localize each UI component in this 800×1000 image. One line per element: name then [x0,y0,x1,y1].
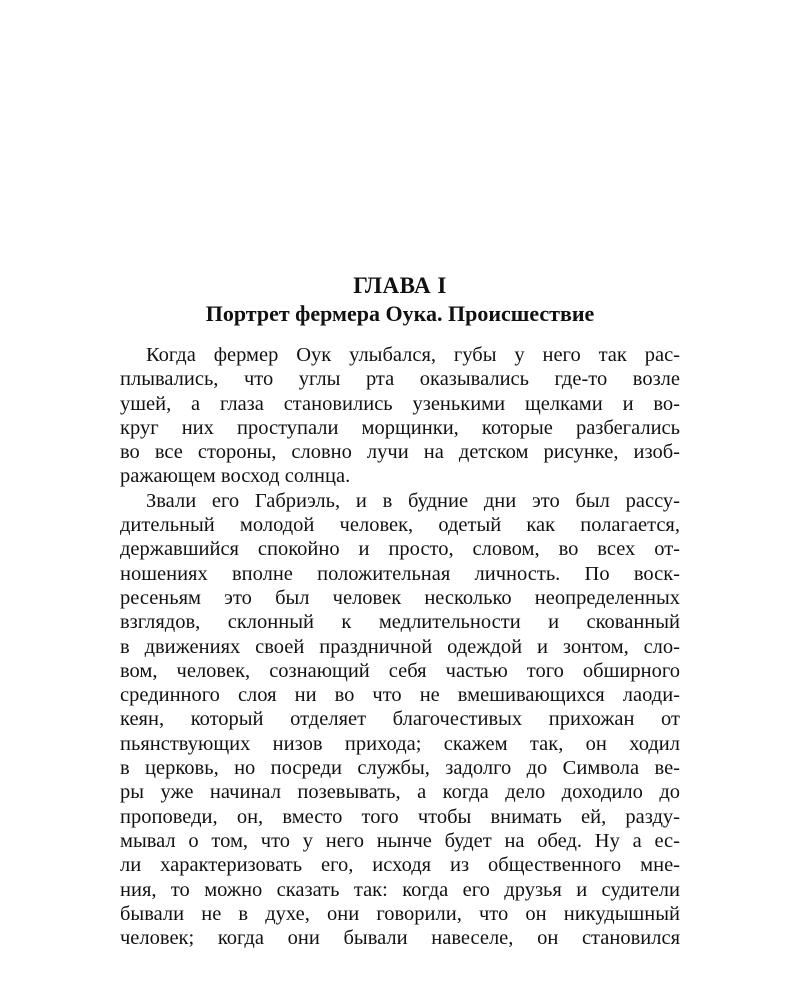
text-line: ния, то можно сказать так: когда его друзья и судители [120,878,680,901]
text-line: в церковь, но посреди службы, задолго до Символа ве- [120,757,680,780]
text-line: кеян, который отделяет благочестивых прихожан от [120,708,680,731]
text-line: в движениях своей праздничной одеждой и зонтом, сло- [120,635,680,658]
text-line: плывались, что углы рта оказывались где-то возле [120,368,680,391]
text-line: бывали не в духе, они говорили, что он никудышный [120,902,680,925]
chapter-body [120,343,680,950]
text-line: круг них проступали морщинки, которые разбегались [120,416,680,439]
text-line: пьянствующих низов прихода; скажем так, он ходил [120,732,680,755]
text-line: срединного слоя ни во что не вмешивающихся лаоди- [120,684,680,707]
text-line: взглядов, склонный к медлительности и скованный [120,611,680,634]
text-line: дительный молодой человек, одетый как полагается, [120,514,680,537]
text-line: проповеди, он, вместо того чтобы внимать ей, разду- [120,805,680,828]
text-line: ношениях вполне положительная личность. По воск- [120,562,680,585]
text-line: мывал о том, что у него нынче будет на обед. Ну а ес- [120,829,680,852]
text-line: во все стороны, словно лучи на детском рисунке, изоб- [120,441,680,464]
text-line: вом, человек, сознающий себя частью того обширного [120,659,680,682]
text-line: ресеньям это был человек несколько неопределенных [120,586,680,609]
text-line: ли характеризовать его, исходя из общественного мне- [120,854,680,877]
text-line: Звали его Габриэль, и в будние дни это был рассу- [146,489,680,512]
text-line: Когда фермер Оук улыбался, губы у него так рас- [146,344,680,366]
text-line: державшийся спокойно и просто, словом, во всех от- [120,538,680,561]
text-line: человек; когда они бывали навеселе, он становился [120,927,680,950]
text-line: ушей, а глаза становились узенькими щелками и во- [120,392,680,415]
text-line: ры уже начинал позевывать, а когда дело доходило до [120,781,680,804]
chapter-subtitle: Портрет фермера Оука. Происшествие [205,301,595,326]
chapter-title: ГЛАВА I [353,273,447,298]
text-line: ражающем восход солнца. [120,465,351,488]
